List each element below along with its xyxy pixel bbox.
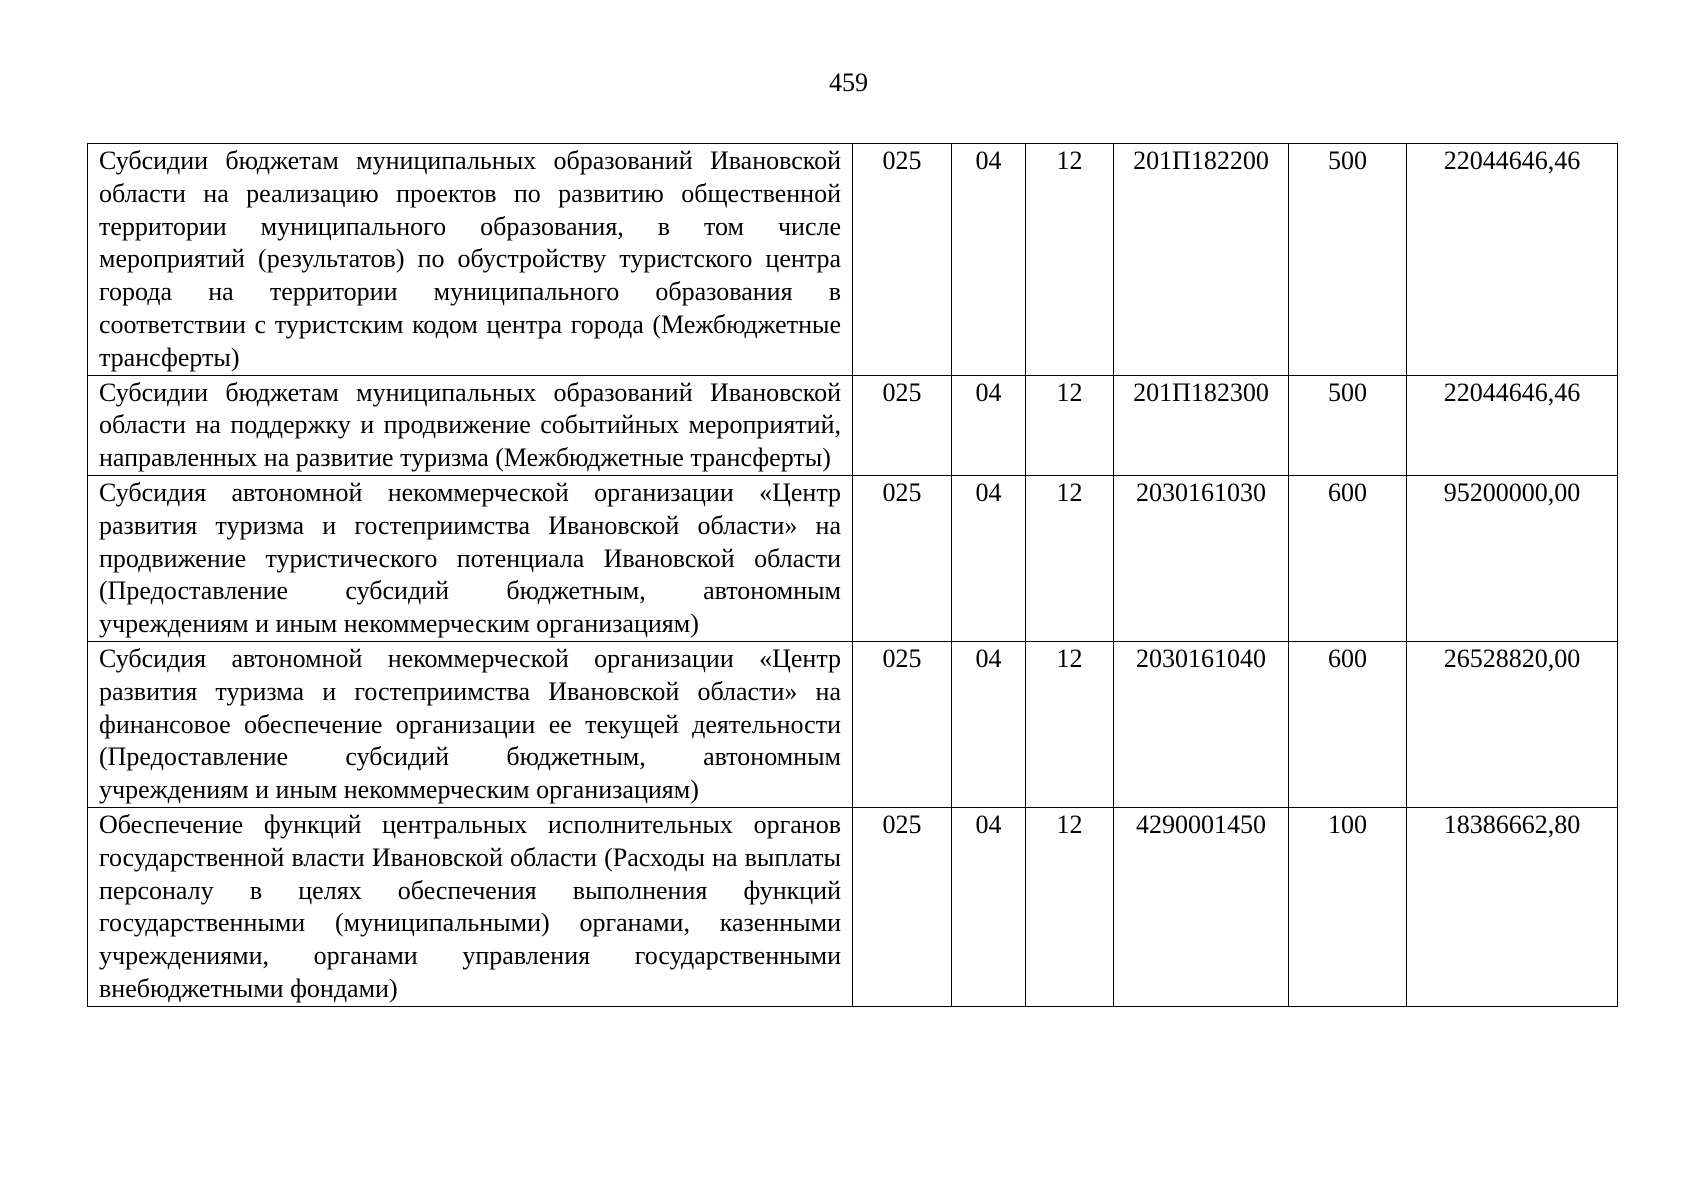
expense-type-code: 500 xyxy=(1289,144,1407,376)
table-row xyxy=(88,375,1618,475)
section-code: 04 xyxy=(952,807,1026,1006)
target-article-code: 2030161040 xyxy=(1114,641,1289,807)
expense-description: Субсидии бюджетам муниципальных образований Ивановской области на реализацию проектов по развитию общественной территории муниципального образования, в том числе мероприятий (результатов) по обустройству туристского центра города на территории муниципального образования в соответствии с туристским кодом центра города (Межбюджетные трансферты) xyxy=(88,144,853,376)
amount: 22044646,46 xyxy=(1407,375,1618,475)
subsection-code: 12 xyxy=(1026,375,1114,475)
subsection-code: 12 xyxy=(1026,641,1114,807)
subsection-code: 12 xyxy=(1026,475,1114,641)
target-article-code: 2030161030 xyxy=(1114,475,1289,641)
expense-description: Обеспечение функций центральных исполнительных органов государственной власти Ивановской области (Расходы на выплаты персоналу в целях обеспечения выполнения функций государственными (муниципальными) органами, казенными учреждениями, органами управления государственными внебюджетными фондами) xyxy=(88,807,853,1006)
target-article-code: 201П182300 xyxy=(1114,375,1289,475)
grbs-code: 025 xyxy=(853,144,952,376)
grbs-code: 025 xyxy=(853,807,952,1006)
expense-type-code: 600 xyxy=(1289,641,1407,807)
expense-type-code: 500 xyxy=(1289,375,1407,475)
section-code: 04 xyxy=(952,375,1026,475)
expense-description: Субсидии бюджетам муниципальных образований Ивановской области на поддержку и продвижение событийных мероприятий, направленных на развитие туризма (Межбюджетные трансферты) xyxy=(88,375,853,475)
target-article-code: 201П182200 xyxy=(1114,144,1289,376)
expense-type-code: 100 xyxy=(1289,807,1407,1006)
amount: 18386662,80 xyxy=(1407,807,1618,1006)
expense-description: Субсидия автономной некоммерческой организации «Центр развития туризма и гостеприимства Ивановской области» на продвижение туристического потенциала Ивановской области (Предоставление субсидий бюджетным, автономным учреждениям и иным некоммерческим организациям) xyxy=(88,475,853,641)
subsection-code: 12 xyxy=(1026,144,1114,376)
table-row xyxy=(88,807,1618,1006)
grbs-code: 025 xyxy=(853,375,952,475)
amount: 26528820,00 xyxy=(1407,641,1618,807)
amount: 22044646,46 xyxy=(1407,144,1618,376)
section-code: 04 xyxy=(952,144,1026,376)
amount: 95200000,00 xyxy=(1407,475,1618,641)
table-row xyxy=(88,641,1618,807)
subsection-code: 12 xyxy=(1026,807,1114,1006)
table-row xyxy=(88,144,1618,376)
expense-description: Субсидия автономной некоммерческой организации «Центр развития туризма и гостеприимства Ивановской области» на финансовое обеспечение организации ее текущей деятельности (Предоставление субсидий бюджетным, автономным учреждениям и иным некоммерческим организациям) xyxy=(88,641,853,807)
section-code: 04 xyxy=(952,641,1026,807)
grbs-code: 025 xyxy=(853,475,952,641)
page-number: 459 xyxy=(829,68,868,97)
expense-type-code: 600 xyxy=(1289,475,1407,641)
budget-table xyxy=(87,143,1618,1007)
table-row xyxy=(88,475,1618,641)
target-article-code: 4290001450 xyxy=(1114,807,1289,1006)
section-code: 04 xyxy=(952,475,1026,641)
grbs-code: 025 xyxy=(853,641,952,807)
